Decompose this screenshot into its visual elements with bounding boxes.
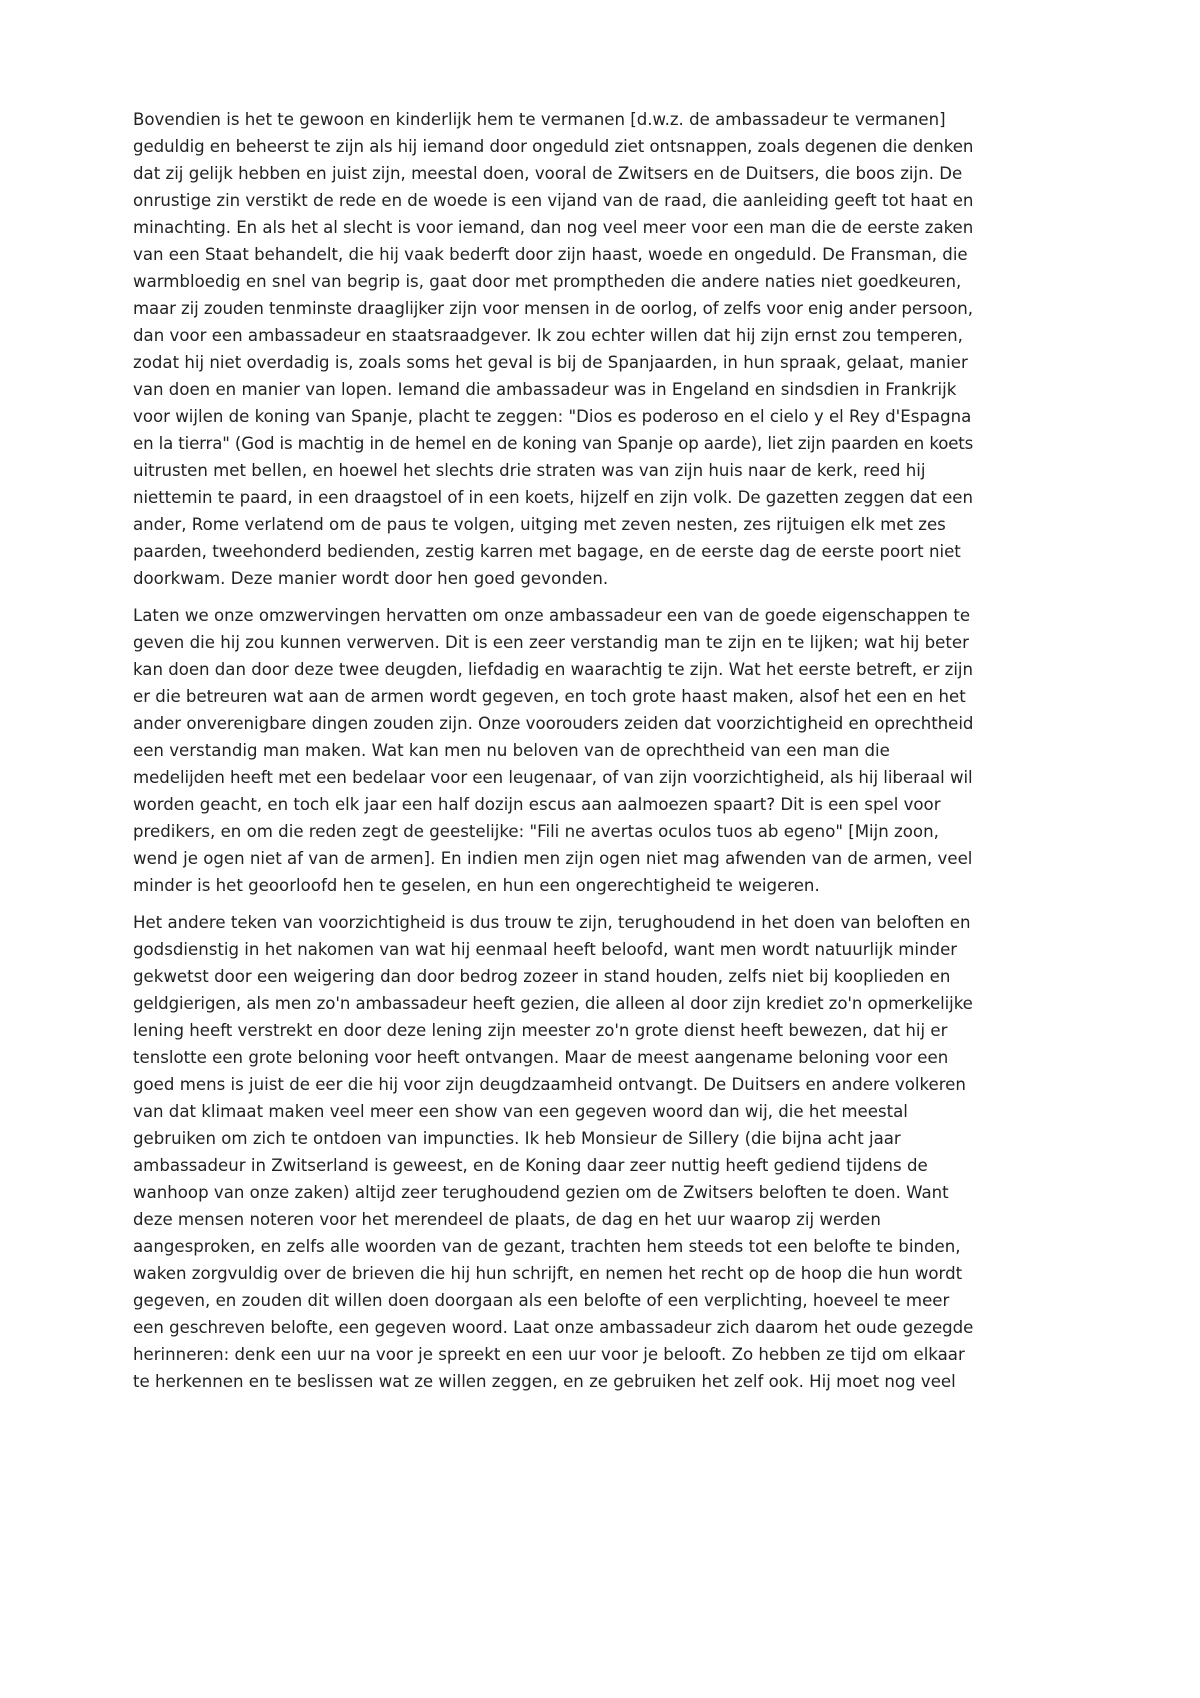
text-line: er die betreuren wat aan de armen wordt gegeven, en toch grote haast maken, alsof het een en het (133, 687, 966, 706)
text-line: minachting. En als het al slecht is voor iemand, dan nog veel meer voor een man die de eerste zaken (133, 218, 974, 237)
text-line: te herkennen en te beslissen wat ze willen zeggen, en ze gebruiken het zelf ook. Hij moet nog veel (133, 1372, 956, 1391)
text-line: deze mensen noteren voor het merendeel de plaats, de dag en het uur waarop zij werden (133, 1210, 881, 1229)
text-line: waken zorgvuldig over de brieven die hij hun schrijft, en nemen het recht op de hoop die hun wordt (133, 1264, 963, 1283)
paragraph (133, 909, 973, 1395)
text-line: Bovendien is het te gewoon en kinderlijk hem te vermanen [d.w.z. de ambassadeur te vermanen] (133, 110, 946, 129)
text-line: een geschreven belofte, een gegeven woord. Laat onze ambassadeur zich daarom het oude gezegde (133, 1318, 974, 1337)
text-line: ambassadeur in Zwitserland is geweest, en de Koning daar zeer nuttig heeft gediend tijdens de (133, 1156, 928, 1175)
text-line: kan doen dan door deze twee deugden, liefdadig en waarachtig te zijn. Wat het eerste betreft, er zijn (133, 660, 974, 679)
text-line: worden geacht, en toch elk jaar een half dozijn escus aan aalmoezen spaart? Dit is een spel voor (133, 795, 941, 814)
text-line: paarden, tweehonderd bedienden, zestig karren met bagage, en de eerste dag de eerste poort niet (133, 542, 961, 561)
text-line: aangesproken, en zelfs alle woorden van de gezant, trachten hem steeds tot een belofte te binden, (133, 1237, 961, 1256)
text-line: ander onverenigbare dingen zouden zijn. Onze voorouders zeiden dat voorzichtigheid en oprechtheid (133, 714, 974, 733)
text-line: van doen en manier van lopen. Iemand die ambassadeur was in Engeland en sindsdien in Frankrijk (133, 380, 957, 399)
text-line: Laten we onze omzwervingen hervatten om onze ambassadeur een van de goede eigenschappen te (133, 606, 971, 625)
text-line: dan voor een ambassadeur en staatsraadgever. Ik zou echter willen dat hij zijn ernst zou temperen, (133, 326, 963, 345)
text-line: maar zij zouden tenminste draaglijker zijn voor mensen in de oorlog, of zelfs voor enig ander persoon, (133, 299, 973, 318)
text-line: uitrusten met bellen, en hoewel het slechts drie straten was van zijn huis naar de kerk, reed hij (133, 461, 926, 480)
text-line: goed mens is juist de eer die hij voor zijn deugdzaamheid ontvangt. De Duitsers en andere volkeren (133, 1075, 966, 1094)
text-line: gebruiken om zich te ontdoen van impuncties. Ik heb Monsieur de Sillery (die bijna acht jaar (133, 1129, 901, 1148)
document-body (133, 106, 973, 1405)
text-line: Het andere teken van voorzichtigheid is dus trouw te zijn, terughoudend in het doen van beloften en (133, 913, 971, 932)
text-line: van dat klimaat maken veel meer een show van een gegeven woord dan wij, die het meestal (133, 1102, 908, 1121)
text-line: voor wijlen de koning van Spanje, placht te zeggen: "Dios es poderoso en el cielo y el Rey d'Espagna (133, 407, 972, 426)
text-line: geduldig en beheerst te zijn als hij iemand door ongeduld ziet ontsnappen, zoals degenen die denken (133, 137, 974, 156)
paragraph (133, 602, 973, 899)
text-line: minder is het geoorloofd hen te geselen, en hun een ongerechtigheid te weigeren. (133, 876, 820, 895)
text-line: onrustige zin verstikt de rede en de woede is een vijand van de raad, die aanleiding geeft tot haat en (133, 191, 974, 210)
text-line: lening heeft verstrekt en door deze lening zijn meester zo'n grote dienst heeft bewezen, dat hij er (133, 1021, 948, 1040)
text-line: niettemin te paard, in een draagstoel of in een koets, hijzelf en zijn volk. De gazetten zeggen dat een (133, 488, 973, 507)
text-line: doorkwam. Deze manier wordt door hen goed gevonden. (133, 569, 609, 588)
text-line: ander, Rome verlatend om de paus te volgen, uitging met zeven nesten, zes rijtuigen elk met zes (133, 515, 946, 534)
text-line: warmbloedig en snel van begrip is, gaat door met promptheden die andere naties niet goedkeuren, (133, 272, 962, 291)
text-line: wend je ogen niet af van de armen]. En indien men zijn ogen niet mag afwenden van de armen, veel (133, 849, 973, 868)
text-line: predikers, en om die reden zegt de geestelijke: "Fili ne avertas oculos tuos ab egeno" [Mijn zoon, (133, 822, 939, 841)
text-line: geldgierigen, als men zo'n ambassadeur heeft gezien, die alleen al door zijn krediet zo'n opmerkelijke (133, 994, 973, 1013)
text-line: wanhoop van onze zaken) altijd zeer terughoudend gezien om de Zwitsers beloften te doen. Want (133, 1183, 949, 1202)
text-line: gegeven, en zouden dit willen doen doorgaan als een belofte of een verplichting, hoeveel te meer (133, 1291, 950, 1310)
text-line: een verstandig man maken. Wat kan men nu beloven van de oprechtheid van een man die (133, 741, 890, 760)
text-line: tenslotte een grote beloning voor heeft ontvangen. Maar de meest aangename beloning voor een (133, 1048, 949, 1067)
text-line: godsdienstig in het nakomen van wat hij eenmaal heeft beloofd, want men wordt natuurlijk minder (133, 940, 958, 959)
text-line: medelijden heeft met een bedelaar voor een leugenaar, of van zijn voorzichtigheid, als hij liberaal wil (133, 768, 973, 787)
text-line: herinneren: denk een uur na voor je spreekt en een uur voor je belooft. Zo hebben ze tijd om elkaar (133, 1345, 965, 1364)
text-line: van een Staat behandelt, die hij vaak bederft door zijn haast, woede en ongeduld. De Fransman, die (133, 245, 968, 264)
text-line: geven die hij zou kunnen verwerven. Dit is een zeer verstandig man te zijn en te lijken; wat hij beter (133, 633, 969, 652)
paragraph (133, 106, 973, 592)
text-line: gekwetst door een weigering dan door bedrog zozeer in stand houden, zelfs niet bij kooplieden en (133, 967, 951, 986)
text-line: zodat hij niet overdadig is, zoals soms het geval is bij de Spanjaarden, in hun spraak, gelaat, manier (133, 353, 968, 372)
text-line: dat zij gelijk hebben en juist zijn, meestal doen, vooral de Zwitsers en de Duitsers, die boos zijn. De (133, 164, 963, 183)
text-line: en la tierra" (God is machtig in de hemel en de koning van Spanje op aarde), liet zijn paarden en koets (133, 434, 974, 453)
